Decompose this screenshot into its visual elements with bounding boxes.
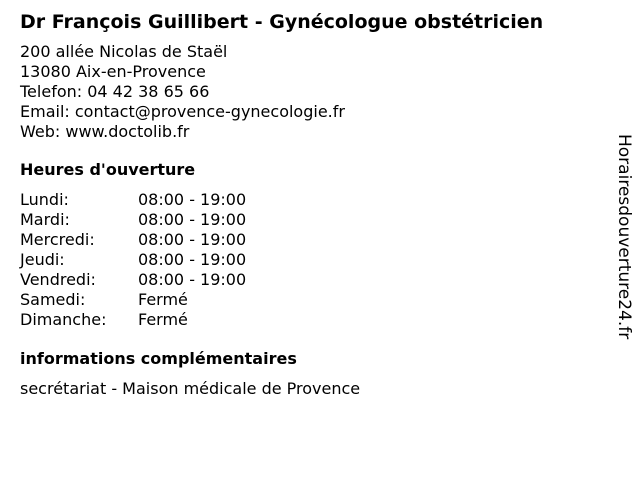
hours-row-monday (20, 190, 600, 210)
watermark-side-text: Horairesdouverture24.fr (614, 134, 634, 340)
hours-row-wednesday (20, 230, 600, 250)
hours-row-sunday (20, 310, 600, 330)
hours-day: Vendredi: (20, 270, 96, 289)
address-city: 13080 Aix-en-Provence (20, 62, 206, 81)
hours-day: Mardi: (20, 210, 70, 229)
hours-day: Dimanche: (20, 310, 107, 329)
opening-hours-list (20, 190, 600, 330)
hours-time: 08:00 - 19:00 (138, 270, 247, 289)
hours-time: 08:00 - 19:00 (138, 190, 247, 209)
hours-day: Mercredi: (20, 230, 95, 249)
additional-info-text: secrétariat - Maison médicale de Provence (20, 379, 361, 398)
hours-time: Fermé (138, 310, 188, 329)
hours-day: Samedi: (20, 290, 86, 309)
hours-day: Jeudi: (20, 250, 65, 269)
hours-time: 08:00 - 19:00 (138, 230, 247, 249)
page-title: Dr François Guillibert - Gynécologue obstétricien (20, 11, 544, 33)
web-text: Web: www.doctolib.fr (20, 122, 190, 141)
hours-row-thursday (20, 250, 600, 270)
hours-time: 08:00 - 19:00 (138, 250, 247, 269)
hours-row-tuesday (20, 210, 600, 230)
opening-hours-heading: Heures d'ouverture (20, 160, 196, 179)
address-street: 200 allée Nicolas de Staël (20, 42, 228, 61)
hours-time: 08:00 - 19:00 (138, 210, 247, 229)
business-card (20, 8, 600, 399)
additional-info-heading: informations complémentaires (20, 349, 297, 368)
email-text: Email: contact@provence-gynecologie.fr (20, 102, 345, 121)
hours-row-saturday (20, 290, 600, 310)
hours-row-friday (20, 270, 600, 290)
hours-time: Fermé (138, 290, 188, 309)
phone-text: Telefon: 04 42 38 65 66 (20, 82, 210, 101)
hours-day: Lundi: (20, 190, 69, 209)
